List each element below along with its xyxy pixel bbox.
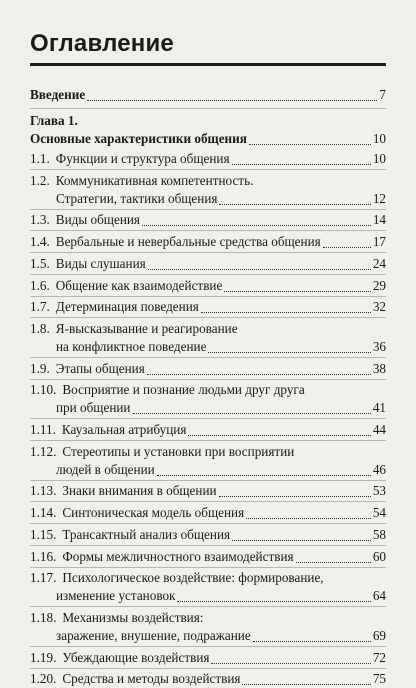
toc-entry[interactable]: [30, 211, 386, 229]
section-title: Виды общения: [55, 212, 140, 228]
page-number: 7: [379, 87, 386, 102]
page-number: 17: [372, 234, 386, 250]
section-number: 1.3.: [30, 212, 50, 228]
toc-entry[interactable]: [30, 255, 386, 273]
page-title: Оглавление: [30, 30, 174, 57]
section-title: Детерминация поведения: [55, 299, 199, 315]
toc-entry[interactable]: [30, 569, 386, 605]
page-number: 24: [372, 255, 386, 271]
toc-entry-chapter[interactable]: [30, 112, 386, 148]
divider: [30, 379, 386, 380]
toc-entry[interactable]: [30, 504, 386, 522]
toc-entry[interactable]: [30, 381, 386, 417]
section-number: 1.4.: [30, 234, 50, 250]
section-title: при общении: [56, 400, 131, 416]
section-title: заражение, внушение, подражание: [56, 627, 251, 643]
page-number: 36: [372, 338, 386, 354]
leader-dots: [87, 99, 377, 101]
divider: [30, 606, 386, 607]
toc-entry[interactable]: [30, 421, 386, 439]
divider: [30, 480, 386, 481]
divider: [30, 418, 386, 419]
section-number: 1.1.: [30, 151, 50, 166]
section-title: изменение установок: [56, 588, 176, 604]
toc-entry[interactable]: [30, 526, 386, 544]
divider: [30, 209, 386, 210]
section-number: 1.15.: [30, 526, 57, 542]
divider: [30, 668, 386, 669]
section-number: 1.14.: [30, 505, 57, 521]
toc-entry[interactable]: [30, 482, 386, 500]
divider: [30, 252, 386, 253]
section-title: Общение как взаимодействие: [55, 277, 223, 293]
chapter-title: Основные характеристики общения: [30, 131, 247, 146]
leader-dots: [211, 662, 370, 664]
leader-dots: [188, 434, 370, 436]
page-number: 54: [372, 505, 386, 521]
leader-dots: [253, 640, 371, 642]
section-number: 1.7.: [30, 299, 50, 315]
leader-dots: [232, 539, 371, 541]
leader-dots: [246, 517, 371, 519]
section-title: Психологическое воздействие: формирование,: [62, 570, 324, 586]
page-number: 32: [372, 299, 386, 315]
section-number: 1.16.: [30, 548, 57, 564]
section-title: на конфликтное поведение: [56, 338, 207, 354]
section-title: Каузальная атрибуция: [61, 422, 187, 437]
leader-dots: [157, 474, 371, 476]
toc-entry[interactable]: [30, 609, 386, 645]
toc-entry[interactable]: [30, 150, 386, 168]
section-title: Я-высказывание и реагирование: [55, 320, 238, 336]
page-number: 58: [372, 526, 386, 542]
leader-dots: [208, 351, 370, 353]
section-number: 1.6.: [30, 277, 50, 293]
section-number: 1.17.: [30, 570, 57, 586]
divider: [30, 545, 386, 546]
section-title: Этапы общения: [55, 360, 145, 376]
leader-dots: [219, 203, 370, 205]
toc-entry[interactable]: [30, 649, 386, 667]
toc-entry[interactable]: [30, 233, 386, 251]
leader-dots: [147, 373, 371, 375]
divider: [30, 274, 386, 275]
page-number: 46: [372, 461, 386, 477]
section-title: Стереотипы и установки при восприятии: [62, 443, 295, 459]
section-number: 1.13.: [30, 483, 57, 499]
page-number: 10: [372, 151, 386, 166]
divider: [30, 646, 386, 647]
leader-dots: [249, 143, 371, 145]
leader-dots: [242, 683, 370, 685]
section-number: 1.12.: [30, 443, 57, 459]
intro-label: Введение: [30, 87, 86, 102]
section-title: Синтоническая модель общения: [62, 505, 245, 521]
page-number: 10: [372, 131, 386, 146]
section-title: Функции и структура общения: [55, 151, 230, 166]
leader-dots: [219, 495, 371, 497]
toc-entry[interactable]: [30, 548, 386, 566]
toc-entry[interactable]: [30, 670, 386, 688]
page-number: 41: [372, 400, 386, 416]
leader-dots: [201, 311, 371, 313]
toc-entry[interactable]: [30, 443, 386, 479]
section-title: Средства и методы воздействия: [62, 671, 241, 687]
leader-dots: [142, 224, 371, 226]
page-number: 38: [372, 360, 386, 376]
title-rule: [30, 63, 386, 66]
section-number: 1.5.: [30, 255, 50, 271]
leader-dots: [224, 290, 370, 292]
page-number: 14: [372, 212, 386, 228]
section-title: Формы межличностного взаимодействия: [62, 548, 294, 564]
section-title: Знаки внимания в общении: [62, 483, 217, 499]
section-number: 1.10.: [30, 382, 57, 398]
toc-entry[interactable]: [30, 172, 386, 208]
section-title: Убеждающие воздействия: [62, 649, 210, 665]
leader-dots: [148, 268, 371, 270]
divider: [30, 169, 386, 170]
toc-entry[interactable]: [30, 298, 386, 316]
section-title: Восприятие и познание людьми друг друга: [62, 382, 305, 398]
toc-entry[interactable]: [30, 320, 386, 356]
section-title: Механизмы воздействия:: [62, 609, 204, 625]
divider: [30, 440, 386, 441]
page-number: 64: [372, 588, 386, 604]
page-number: 69: [372, 627, 386, 643]
page-number: 75: [372, 671, 386, 687]
section-number: 1.9.: [30, 360, 50, 376]
section-number: 1.11.: [30, 422, 56, 437]
page-number: 53: [372, 483, 386, 499]
page-number: 44: [372, 422, 386, 437]
section-title: Трансактный анализ общения: [62, 526, 231, 542]
section-title: Вербальные и невербальные средства общения: [55, 234, 321, 250]
divider: [30, 230, 386, 231]
divider: [30, 501, 386, 502]
section-number: 1.8.: [30, 320, 50, 336]
section-number: 1.19.: [30, 649, 57, 665]
toc-entry-intro[interactable]: [30, 86, 386, 104]
section-title: людей в общении: [56, 461, 155, 477]
page-number: 72: [372, 649, 386, 665]
divider: [30, 296, 386, 297]
leader-dots: [296, 561, 371, 563]
divider: [30, 317, 386, 318]
page-number: 12: [372, 190, 386, 206]
page-number: 60: [372, 548, 386, 564]
section-title: Коммуникативная компетентность.: [55, 172, 254, 188]
toc-entry[interactable]: [30, 277, 386, 295]
chapter-label: Глава 1.: [30, 113, 78, 128]
leader-dots: [232, 163, 371, 165]
section-number: 1.18.: [30, 609, 57, 625]
section-number: 1.2.: [30, 172, 50, 188]
divider: [30, 357, 386, 358]
leader-dots: [177, 600, 370, 602]
divider: [30, 567, 386, 568]
page-number: 29: [372, 277, 386, 293]
divider: [30, 108, 386, 109]
section-title: Стратегии, тактики общения: [56, 190, 218, 206]
toc-entry[interactable]: [30, 360, 386, 378]
leader-dots: [133, 412, 371, 414]
leader-dots: [323, 246, 371, 248]
divider: [30, 523, 386, 524]
section-title: Виды слушания: [55, 255, 146, 271]
section-number: 1.20.: [30, 671, 57, 687]
